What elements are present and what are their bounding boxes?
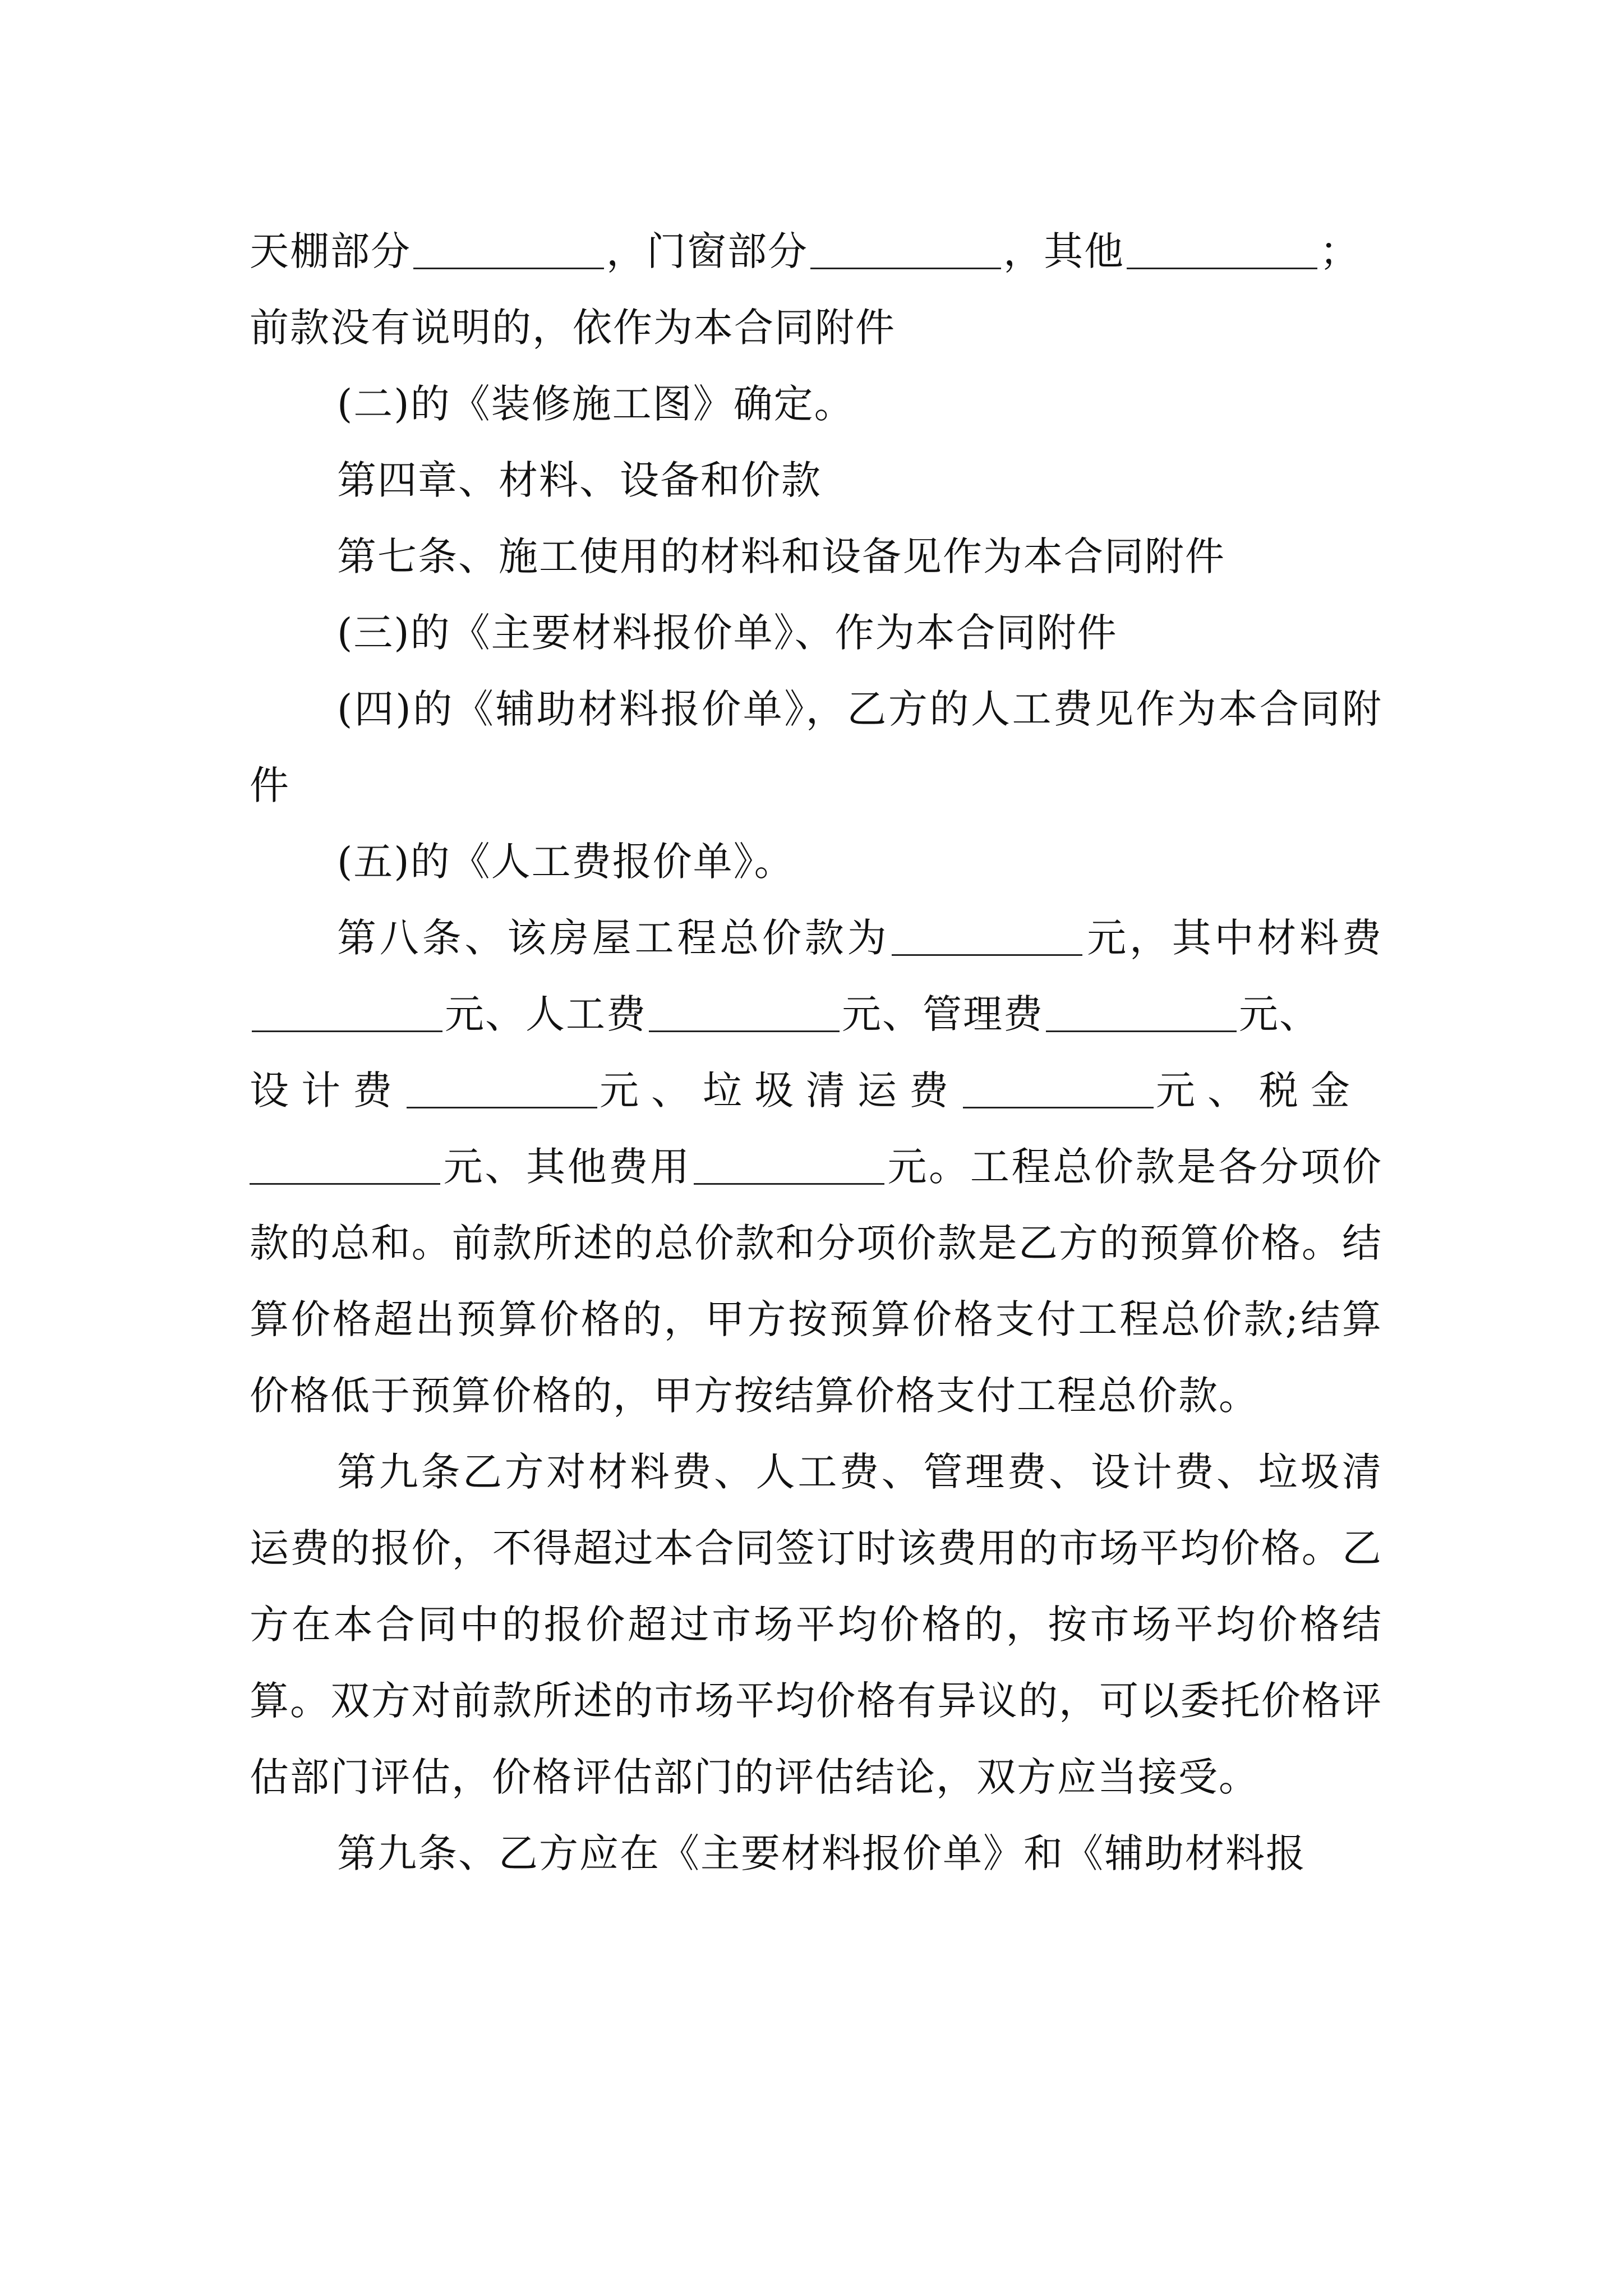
text-labor-fee: 元、人工费 <box>445 991 647 1037</box>
paragraph-article-9: 第九条乙方对材料费、人工费、管理费、设计费、垃圾清运费的报价，不得超过本合同签订时该费用的市场平均价格。乙方在本合同中的报价超过市场平均价格的，按市场平均价格结算。双方对前款所述的市场平均价格有异议的，可以委托价格评估部门评估，价格评估部门的评估结论，双方应当接受。 <box>250 1449 1382 1800</box>
text-ceiling: 天棚部分 <box>250 228 411 274</box>
text-management-fee: 元、管理费 <box>842 991 1044 1037</box>
text-other: ，其他 <box>1003 228 1124 274</box>
blank-line <box>250 1182 440 1185</box>
paragraph-4: (四)的《辅助材料报价单》，乙方的人工费见作为本合同附件 <box>250 686 1382 808</box>
paragraph-article-8 <box>250 900 1382 1434</box>
blank-line <box>810 267 1001 269</box>
text-price-terms: 元。工程总价款是各分项价款的总和。前款所述的总价款和分项价款是乙方的预算价格。结算价格超出预算价格的，甲方按预算价格支付工程总价款;结算价格低于预算价格的，甲方按结算价格支付工程总价款。 <box>250 1144 1383 1419</box>
text-design-fee: 设计费 <box>250 1068 404 1114</box>
paragraph-article-9b: 第九条、乙方应在《主要材料报价单》和《辅助材料报 <box>337 1830 1306 1876</box>
paragraph-3: (三)的《主要材料报价单》、作为本合同附件 <box>337 610 1118 656</box>
text-doors-windows: ，门窗部分 <box>606 228 808 274</box>
blank-line <box>1127 267 1317 269</box>
text-semicolon: ； <box>1320 228 1360 274</box>
paragraph-5: (五)的《人工费报价单》。 <box>337 839 795 885</box>
paragraph-article-7: 第七条、施工使用的材料和设备见作为本合同附件 <box>337 533 1225 579</box>
paragraph-2: (二)的《装修施工图》确定。 <box>337 381 855 427</box>
blank-line <box>892 954 1082 956</box>
blank-line <box>252 1030 442 1032</box>
paragraph-1 <box>250 213 1382 366</box>
text-other-fee: 元、其他费用 <box>442 1144 691 1190</box>
text-tax: 元、税金 <box>1156 1068 1362 1114</box>
blank-line <box>1046 1030 1237 1032</box>
text-yuan: 元、 <box>1239 991 1320 1037</box>
text-total-price: 第八条、该房屋工程总价款为 <box>337 915 890 961</box>
text-material-fee: 元，其中材料费 <box>1085 915 1383 961</box>
blank-line <box>649 1030 840 1032</box>
blank-line <box>963 1106 1154 1108</box>
text-line-2: 前款没有说明的，依作为本合同附件 <box>250 305 896 351</box>
blank-line <box>413 267 604 269</box>
text-garbage-fee: 元、垃圾清运费 <box>600 1068 961 1114</box>
blank-line <box>694 1182 884 1185</box>
document-body <box>250 213 1382 1892</box>
chapter-heading: 第四章、材料、设备和价款 <box>337 457 822 503</box>
blank-line <box>407 1106 597 1108</box>
